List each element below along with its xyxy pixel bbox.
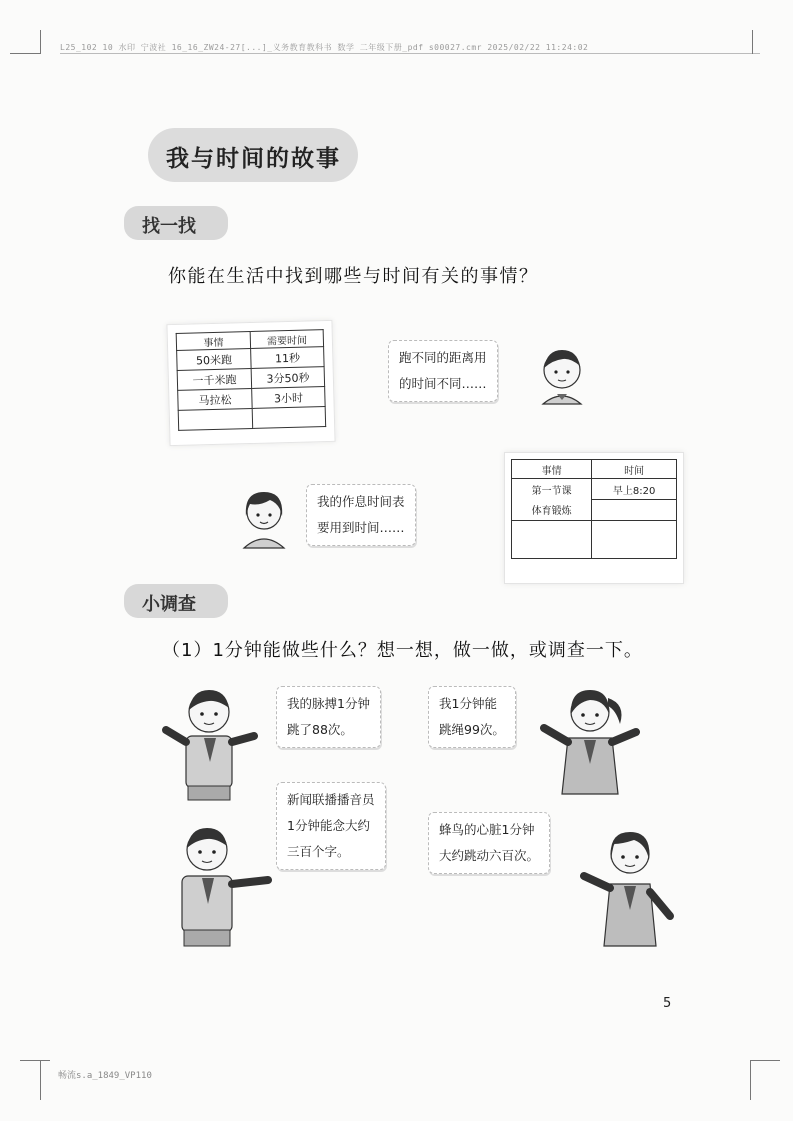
speech-bubble [388, 340, 498, 402]
bubble-line: 蜂鸟的心脏1分钟 [439, 822, 535, 837]
crop-mark [752, 30, 753, 54]
speech-bubble [306, 484, 416, 546]
bubble-line: 三百个字。 [287, 844, 350, 859]
table-cell [592, 500, 677, 521]
print-footer-code: 畅流s.a_1849_VP110 [58, 1071, 152, 1081]
print-meta-line: L25_102 10 水印 宁波社 16_16_ZW24-27[...]_义务教育教科书 数学 二年级下册_pdf s00027.cmr 2025/02/22 11:24:02 [60, 43, 589, 52]
table-row [178, 407, 325, 431]
boy-illustration [160, 682, 260, 804]
table-cell [592, 521, 677, 559]
crop-mark [40, 1060, 41, 1100]
schedule-table [504, 452, 684, 584]
question-find: 你能在生活中找到哪些与时间有关的事情？ [168, 266, 539, 287]
bubble-line: 跑不同的距离用 [399, 350, 487, 365]
bubble-line: 的时间不同…… [399, 376, 487, 391]
table-cell: 第一节课 [512, 479, 592, 500]
bubble-line: 跳了88次。 [287, 722, 353, 737]
table-row [512, 479, 677, 500]
table-cell [178, 408, 253, 430]
time-table-sports [166, 320, 335, 446]
page-title: 我与时间的故事 [166, 146, 341, 172]
bubble-line: 新闻联播播音员 [287, 792, 375, 807]
speech-bubble [276, 782, 386, 870]
bubble-line: 大约跳动六百次。 [439, 848, 540, 863]
crop-mark [60, 53, 760, 54]
table-cell: 一千米跑 [177, 368, 252, 390]
table-cell: 马拉松 [178, 388, 253, 410]
crop-mark [750, 1060, 751, 1100]
table-header: 事情 [512, 460, 592, 479]
crop-mark [20, 1060, 50, 1061]
boy-illustration [533, 342, 591, 408]
girl-illustration [580, 822, 684, 954]
boy-illustration [164, 818, 272, 948]
crop-mark [10, 53, 40, 54]
table-cell: 11秒 [251, 347, 324, 369]
section-label-survey: 小调查 [142, 594, 196, 615]
bubble-line: 跳绳99次。 [439, 722, 505, 737]
table-cell: 3分50秒 [251, 367, 324, 389]
table-cell [512, 521, 592, 559]
page-number: 5 [663, 996, 672, 1011]
bubble-line: 我的脉搏1分钟 [287, 696, 370, 711]
table-header: 需要时间 [250, 330, 323, 349]
table-row [512, 500, 677, 521]
speech-bubble [428, 812, 550, 874]
section-label-find: 找一找 [142, 216, 196, 237]
table-cell [252, 407, 325, 429]
bubble-line: 我1分钟能 [439, 696, 497, 711]
table-cell: 50米跑 [177, 348, 252, 370]
speech-bubble [428, 686, 516, 748]
crop-mark [40, 30, 41, 54]
table-header: 时间 [592, 460, 677, 479]
question-survey: （1）1分钟能做些什么？想一想，做一做，或调查一下。 [162, 640, 643, 661]
bubble-line: 要用到时间…… [317, 520, 405, 535]
speech-bubble [276, 686, 381, 748]
table-header: 事情 [176, 331, 251, 350]
girl-illustration [236, 484, 292, 550]
bubble-line: 我的作息时间表 [317, 494, 405, 509]
table-cell: 体育锻炼 [512, 500, 592, 521]
girl-illustration [540, 680, 640, 802]
bubble-line: 1分钟能念大约 [287, 818, 370, 833]
table-cell: 早上8:20 [592, 479, 677, 500]
crop-mark [750, 1060, 780, 1061]
table-row [512, 521, 677, 559]
table-cell: 3小时 [252, 387, 325, 409]
